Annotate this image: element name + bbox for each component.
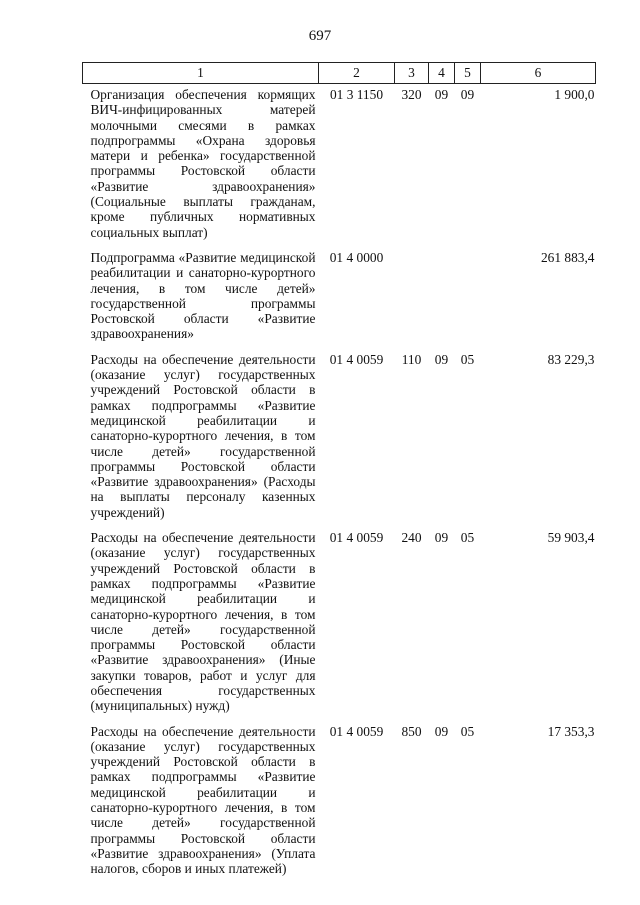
row-target-code: 01 4 0059	[329, 723, 384, 739]
row-expense-type: 110	[401, 351, 422, 367]
row-section: 09	[434, 723, 449, 739]
row-amount: 261 883,4	[540, 249, 595, 265]
header-col-4: 4	[429, 63, 455, 84]
table-header-row	[83, 63, 596, 84]
row-name: Расходы на обеспечение деятельности (оказание услуг) государственных учреждений Ростовской области в рамках подпрограммы «Развитие медицинской реабилитации и санаторно-курортного лечения, в том числе детей» государственной программы Ростовской области «Развитие здравоохранения» (Уплата налогов, сборов и иных платежей)	[90, 723, 316, 877]
table-row	[83, 348, 596, 526]
header-col-3: 3	[395, 63, 429, 84]
page-number: 697	[308, 28, 332, 44]
budget-table	[82, 62, 596, 883]
row-section: 09	[434, 351, 449, 367]
row-subsection: 05	[460, 530, 475, 546]
row-target-code: 01 4 0000	[329, 249, 384, 265]
row-subsection: 05	[460, 723, 475, 739]
row-subsection: 05	[460, 351, 475, 367]
table-row	[83, 526, 596, 720]
row-subsection	[455, 246, 481, 348]
row-amount: 83 229,3	[547, 351, 595, 367]
row-name: Расходы на обеспечение деятельности (оказание услуг) государственных учреждений Ростовской области в рамках подпрограммы «Развитие медицинской реабилитации и санаторно-курортного лечения, в том числе детей» государственной программы Ростовской области «Развитие здравоохранения» (Иные закупки товаров, работ и услуг для обеспечения государственных (муниципальных) нужд)	[90, 530, 316, 714]
row-subsection: 09	[460, 87, 475, 102]
header-col-6: 6	[481, 63, 596, 84]
row-section: 09	[434, 530, 449, 546]
row-expense-type: 850	[401, 723, 422, 739]
header-col-1: 1	[83, 63, 319, 84]
row-target-code: 01 3 1150	[329, 87, 384, 102]
header-col-5: 5	[455, 63, 481, 84]
row-amount: 59 903,4	[547, 530, 595, 546]
row-amount: 17 353,3	[547, 723, 595, 739]
row-expense-type: 320	[401, 87, 422, 102]
row-target-code: 01 4 0059	[329, 530, 384, 546]
row-expense-type	[395, 246, 429, 348]
row-expense-type: 240	[401, 530, 422, 546]
row-name: Подпрограмма «Развитие медицинской реабилитации и санаторно-курортного лечения, в том числе детей» государственной программы Ростовской области «Развитие здравоохранения»	[90, 249, 316, 342]
header-col-2: 2	[319, 63, 395, 84]
row-section	[429, 246, 455, 348]
table-row	[83, 246, 596, 348]
row-name: Расходы на обеспечение деятельности (оказание услуг) государственных учреждений Ростовской области в рамках подпрограммы «Развитие медицинской реабилитации и санаторно-курортного лечения, в том числе детей» государственной программы Ростовской области «Развитие здравоохранения» (Расходы на выплаты персоналу казенных учреждений)	[90, 351, 316, 520]
table-row	[83, 720, 596, 883]
row-amount: 1 900,0	[554, 87, 595, 102]
row-target-code: 01 4 0059	[329, 351, 384, 367]
table-row	[83, 84, 596, 246]
row-section: 09	[434, 87, 449, 102]
row-name: Организация обеспечения кормящих ВИЧ-инфицированных матерей молочными смесями в рамках подпрограммы «Охрана здоровья матери и ребенка» государственной программы Ростовской области «Развитие здравоохранения» (Социальные выплаты гражданам, кроме публичных нормативных социальных выплат)	[90, 87, 316, 240]
